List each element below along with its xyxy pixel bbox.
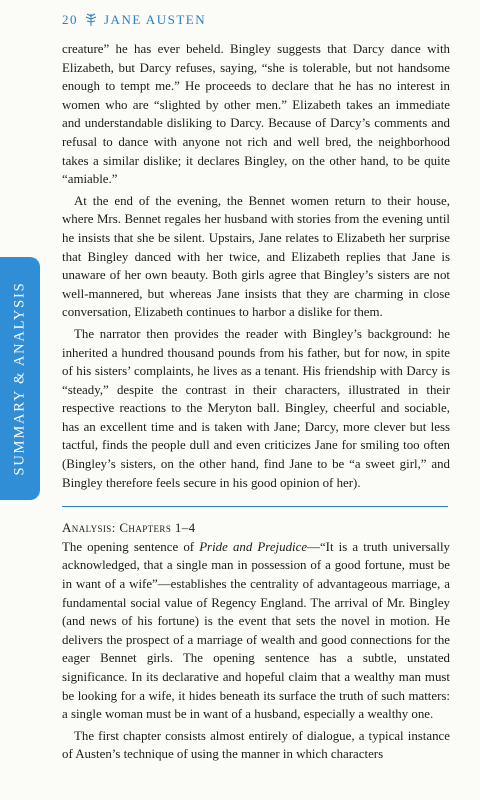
body-paragraph: At the end of the evening, the Bennet women return to their house, where Mrs. Bennet regales her husband with stories from the evening until he insists that she be silent. Upstairs, Jane relates to Elizabeth her surprise that Bingley danced with her twice, and Elizabeth replies that Jane is unaware of her own beauty. Both girls agree that Bingley’s sisters are not well-mannered, but whereas Jane insists that they are charming in close conversation, Elizabeth continues to harbor a dislike for them. xyxy=(62,193,450,320)
analysis-paragraph: The first chapter consists almost entirely of dialogue, a typical instance of Austen’s technique of using the manner in which characters xyxy=(62,728,450,762)
page-body xyxy=(62,40,450,764)
section-divider xyxy=(62,506,448,507)
leaf-ornament-icon xyxy=(84,13,98,27)
running-header xyxy=(62,12,206,28)
analysis-text: The opening sentence of xyxy=(62,539,200,554)
body-paragraph: The narrator then provides the reader with Bingley’s background: he inherited a hundred thousand pounds from his father, but for now, in spite of his sisters’ complaints, he lives as a tenant. His friendship with Darcy is “steady,” despite the contrast in their characters, illustrated in their respective reactions to the Meryton ball. Bingley, cheerful and sociable, has an excellent time and is taken with Jane; Darcy, more clever but less tactful, finds the people dull and even criticizes Jane for smiling too often (Bingley’s sisters, on the other hand, find Jane to be “a sweet girl,” and Bingley therefore feels secure in his good opinion of her). xyxy=(62,326,450,490)
analysis-heading: Analysis: Chapters 1–4 xyxy=(62,520,196,536)
page-number: 20 xyxy=(62,12,78,27)
book-title: Pride and Prejudice xyxy=(199,539,308,554)
body-paragraph: creature” he has ever beheld. Bingley suggests that Darcy dance with Elizabeth, but Darcy refuses, saying, “she is tolerable, but not handsome enough to tempt me.” He proceeds to declare that he has no interest in women who are “slighted by other men.” Elizabeth takes an immediate and understandable disliking to Darcy. Because of Darcy’s comments and refusal to dance with anyone not rich and well bred, the neighborhood takes a similar dislike; it declares Bingley, on the other hand, to be quite “amiable.” xyxy=(62,42,450,187)
analysis-paragraph xyxy=(62,538,450,724)
running-title: JANE AUSTEN xyxy=(104,12,207,27)
analysis-text: —“It is a truth universally acknowledged, that a single man in possession of a good fortune, must be in want of a wife”—establishes the centrality of advantageous marriage, a fundamental social value of Regency England. The arrival of Mr. Bingley (and news of his fortune) is the event that sets the novel in motion. He delivers the prospect of a marriage of wealth and good connections for the eager Bennet girls. The opening sentence has a subtle, unstated significance. In its declarative and hopeful claim that a wealthy man must be looking for a wife, it hides beneath its surface the truth of such matters: a single woman must be in want of a husband, especially a wealthy one. xyxy=(62,539,450,722)
side-tab-label: SUMMARY & ANALYSIS xyxy=(11,281,28,476)
section-side-tab xyxy=(0,257,40,500)
